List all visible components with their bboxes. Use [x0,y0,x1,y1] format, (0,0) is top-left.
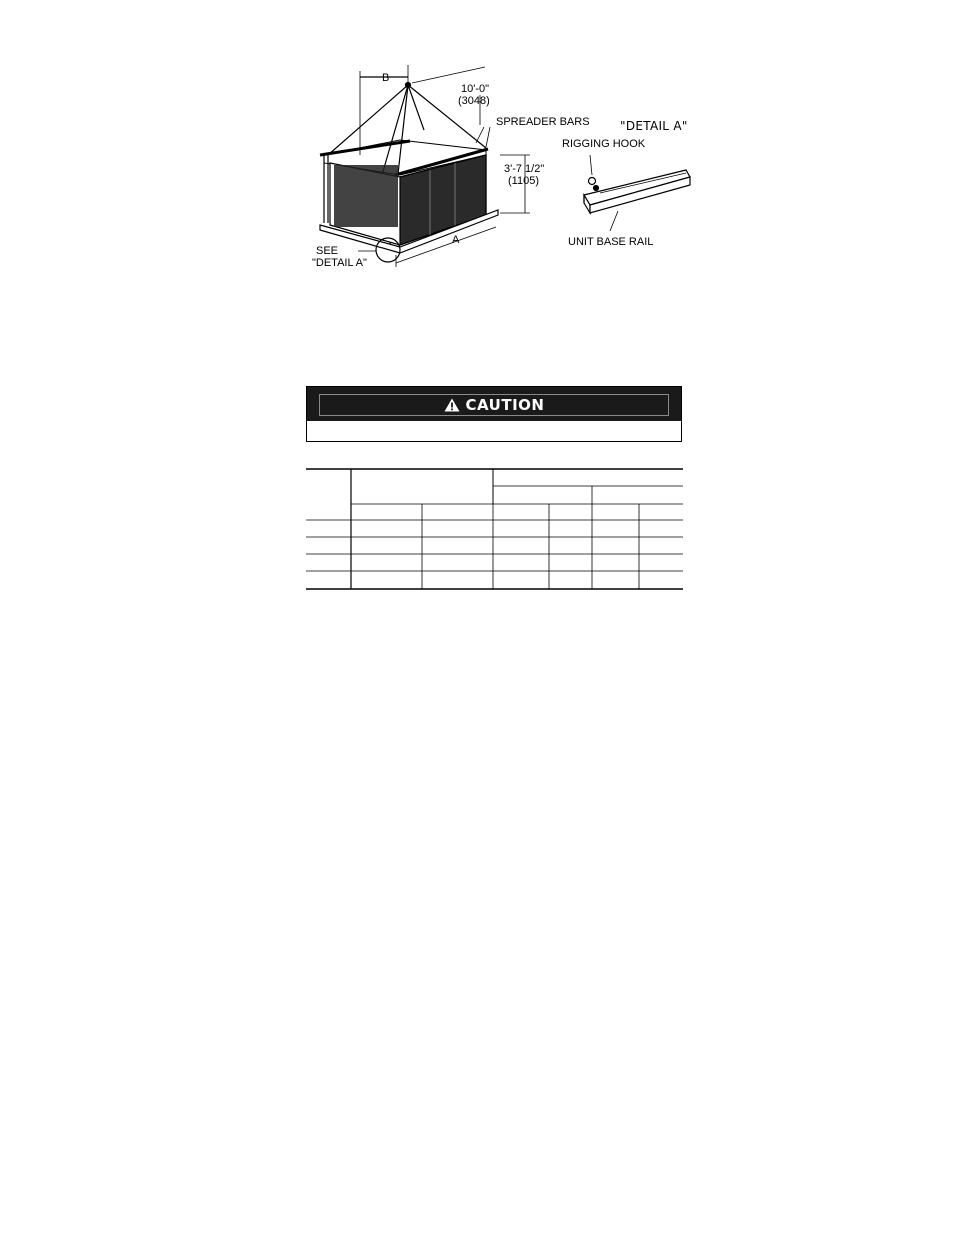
see-detail-a-label: "DETAIL A" [312,257,367,269]
rigging-hook-label: RIGGING HOOK [562,138,646,150]
detail-a-title: "DETAIL A" [620,119,688,133]
caution-header [319,394,669,416]
spreader-bars-label: SPREADER BARS [496,116,590,128]
dimension-a-label: A [452,234,460,246]
hook-height-mm-label: (3048) [458,95,490,107]
unit-base-rail-label: UNIT BASE RAIL [568,236,654,248]
base-rail-detail-illustration [584,155,690,231]
dimension-b-label: B [382,72,390,84]
rigging-figure [300,55,710,280]
unit-height-ft-label: 3'-7 1/2" [504,163,545,175]
warning-triangle-icon [444,398,460,412]
table-grid [306,468,683,590]
rigging-weights-table [306,468,683,590]
caution-header-bar [307,387,681,421]
caution-title: CAUTION [465,396,545,414]
unit-height-mm-label: (1105) [508,175,539,187]
caution-box [306,386,682,442]
hook-height-ft-label: 10'-0" [461,83,490,95]
see-label: SEE [316,245,339,257]
